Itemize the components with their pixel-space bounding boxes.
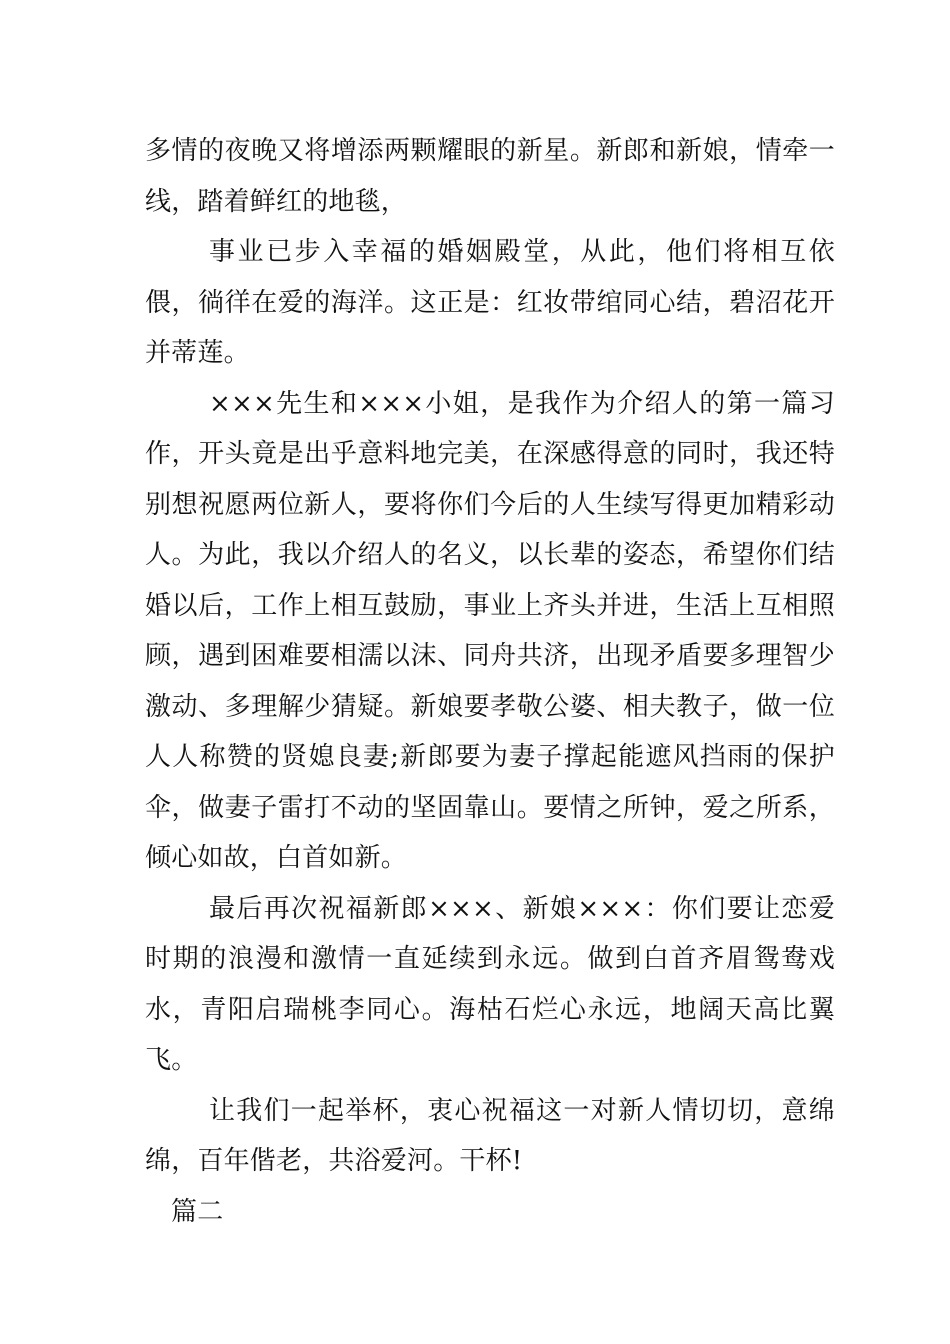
paragraph-2: 事业已步入幸福的婚姻殿堂，从此，他们将相互依偎，徜徉在爱的海洋。这正是：红妆带绾同心结，碧沼花开并蒂莲。 <box>145 237 835 368</box>
paragraph-1: 多情的夜晚又将增添两颗耀眼的新星。新郎和新娘，情牵一线，踏着鲜红的地毯， <box>145 136 835 217</box>
section-heading: 篇二 <box>171 1196 224 1227</box>
paragraph-4: 最后再次祝福新郎×××、新娘×××：你们要让恋爱时期的浪漫和激情一直延续到永远。做到白首齐眉鸳鸯戏水，青阳启瑞桃李同心。海枯石烂心永远，地阔天高比翼飞。 <box>145 893 835 1075</box>
paragraph-5: 让我们一起举杯，衷心祝福这一对新人情切切，意绵绵，百年偕老，共浴爱河。干杯! <box>145 1095 835 1176</box>
document-body <box>145 126 835 1237</box>
paragraph-3: ×××先生和×××小姐，是我作为介绍人的第一篇习作，开头竟是出乎意料地完美，在深感得意的同时，我还特别想祝愿两位新人，要将你们今后的人生续写得更加精彩动人。为此，我以介绍人的名义，以长辈的姿态，希望你们结婚以后，工作上相互鼓励，事业上齐头并进，生活上互相照顾，遇到困难要相濡以沫、同舟共济，出现矛盾要多理智少激动、多理解少猜疑。新娘要孝敬公婆、相夫教子，做一位人人称赞的贤媳良妻;新郎要为妻子撑起能遮风挡雨的保护伞，做妻子雷打不动的坚固靠山。要情之所钟，爱之所系，倾心如故，白首如新。 <box>145 388 835 873</box>
